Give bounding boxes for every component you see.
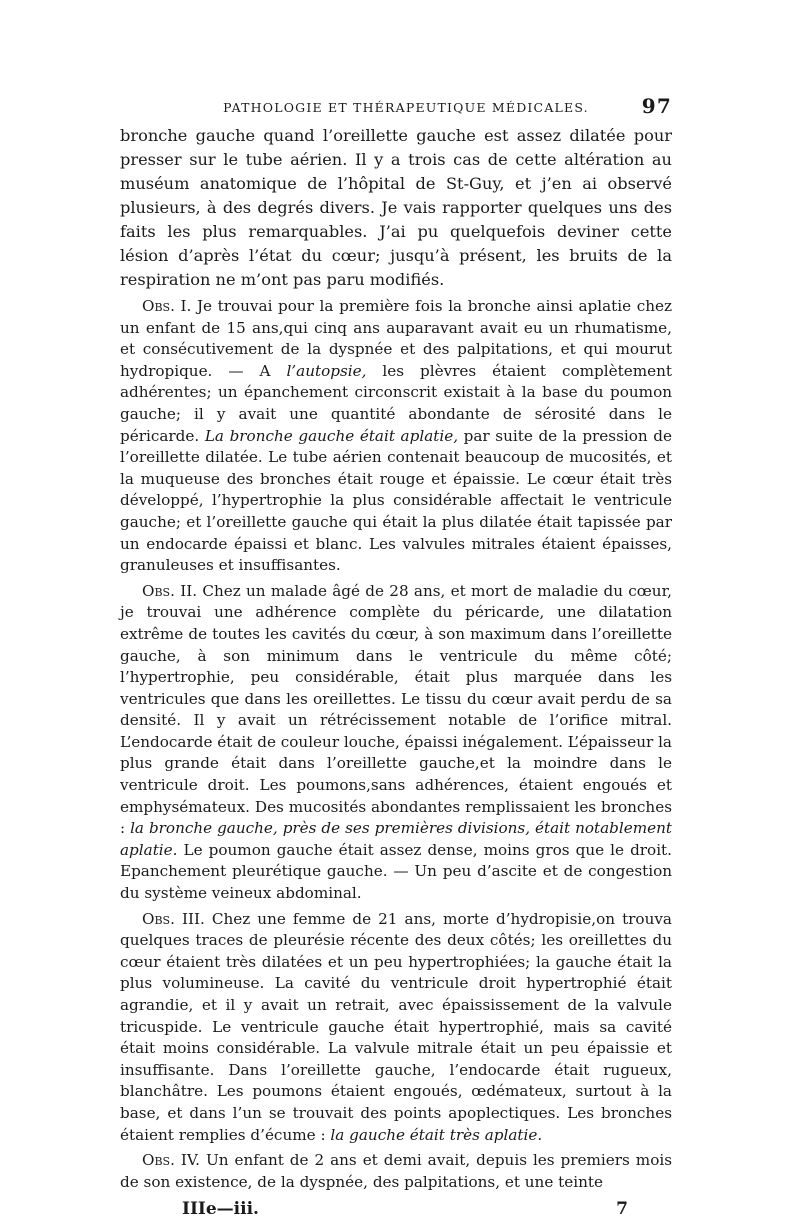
page-number: 97 — [641, 94, 672, 118]
observation-text: les plèvres étaient complètement adhérentes; un épanchement circonscrit existait à la base du poumon gauche; il y avait une quantité abondante de sérosité dans le péricarde. — [120, 361, 672, 445]
observation-1 — [120, 296, 672, 577]
observation-text: Chez une femme de 21 ans, morte d’hydropisie,on trouva quelques traces de pleurésie récente des deux côtés; les oreillettes du cœur étaient très dilatées et un peu hypertrophiées; la gauche était la plus volumineuse. La cavité du ventricule droit hypertrophié était agrandie, et il y avait un retrait, avec épaississement de la valvule tricuspide. Le ventricule gauche était hypertrophié, mais sa cavité était moins considérable. La valvule mitrale était un peu épaissie et insuffisante. Dans l’oreillette gauche, l’endocarde était rugueux, blanchâtre. Les poumons étaient engoués, œdémateux, surtout à la base, et dans l’un se trouvait des points apoplectiques. Les bronches étaient remplies d’écume : — [120, 909, 672, 1144]
observation-text: Un enfant de 2 ans et demi avait, depuis les premiers mois de son existence, de la dyspnée, des palpitations, et une teinte — [120, 1151, 672, 1191]
running-title: PATHOLOGIE ET THÉRAPEUTIQUE MÉDICALES. — [223, 100, 589, 115]
intro-paragraph: bronche gauche quand l’oreillette gauche est assez dilatée pour presser sur le tube aérien. Il y a trois cas de cette altération au muséum anatomique de l’hôpital de St-Guy, et j’en ai observé plusieurs, à des degrés divers. Je vais rapporter quelques uns des faits les plus remarquables. J’ai pu quelquefois deviner cette lésion d’après l’état du cœur; jusqu’à présent, les bruits de la respiration ne m’ont pas paru modifiés. — [120, 126, 672, 289]
signature-mark: IIIe—iii. — [182, 1199, 259, 1220]
observation-4 — [120, 1150, 672, 1193]
observation-emphasis: la bronche gauche, près de ses premières divisions, était notablement aplatie. — [120, 819, 672, 859]
observation-label: Obs. IV. — [142, 1151, 200, 1170]
observation-label: Obs. I. — [142, 297, 192, 315]
observation-text: Je trouvai pour la première fois la bronche ainsi aplatie chez un enfant de 15 ans,qui cinq ans auparavant avait eu un rhumatisme, et consécutivement de la dyspnée et des palpitations, et qui mourut hydropique. — A — [120, 297, 672, 380]
observation-3 — [120, 909, 672, 1147]
observation-2 — [120, 581, 672, 905]
observation-label: Obs. II. — [142, 581, 198, 600]
sheet-number: 7 — [616, 1199, 628, 1220]
observation-text: Chez un malade âgé de 28 ans, et mort de maladie du cœur, je trouvai une adhérence complète du péricarde, une dilatation extrême de toutes les cavités du cœur, à son maximum dans l’oreillette gauche, à son minimum dans le ventricule du même côté; l’hypertrophie, peu considérable, était plus marquée dans les ventricules que dans les oreillettes. Le tissu du cœur avait perdu de sa densité. Il y avait un rétrécissement notable de l’orifice mitral. L’endocarde était de couleur louche, épaissi inégalement. L’épaisseur la plus grande était dans l’oreillette gauche,et la moindre dans le ventricule droit. Les poumons,sans adhérences, étaient engoués et emphysémateux. Des mucosités abondantes remplissaient les bronches : — [120, 581, 673, 838]
observation-emphasis: l’autopsie, — [286, 361, 367, 380]
observation-text: Le poumon gauche était assez dense, moins gros que le droit. Epanchement pleurétique gauche. — Un peu d’ascite et de congestion du système veineux abdominal. — [120, 840, 672, 903]
observation-label: Obs. III. — [142, 909, 205, 928]
observation-emphasis: La bronche gauche était aplatie, — [204, 426, 459, 445]
page-footer — [120, 1199, 672, 1225]
page-header — [120, 94, 672, 124]
book-page — [120, 94, 672, 1225]
observation-text: par suite de la pression de l’oreillette dilatée. Le tube aérien contenait beaucoup de mucosités, et la muqueuse des bronches était rouge et épaissie. Le cœur était très développé, l’hypertrophie la plus considérable affectait le ventricule gauche; et l’oreillette gauche qui était la plus dilatée était tapissée par un endocarde épaissi et blanc. Les valvules mitrales étaient épaisses, granuleuses et insuffisantes. — [120, 426, 672, 575]
observation-emphasis: la gauche était très aplatie. — [330, 1125, 543, 1144]
